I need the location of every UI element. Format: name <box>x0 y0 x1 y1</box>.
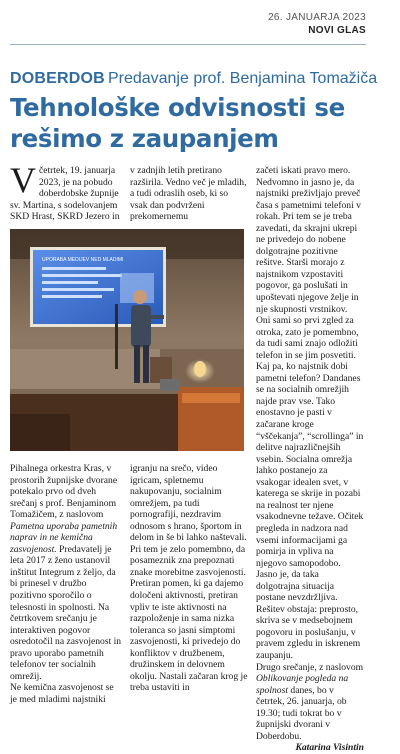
column-2-bottom <box>130 463 248 694</box>
column-2-top-text: v zadnjih letih pretirano razširila. Vedno več je mladih, a tudi odraslih oseb, ki so vsak dan podvrženi prekomernemu <box>130 165 247 223</box>
column-1-text-b: Predavatelj je leta 2017 z ženo ustanovil inštitut Integrum z željo, da bi prinesel v družbo pozitivno sporočilo o telesnosti in spolnosti. Na četrtkovem srečanju je interaktiven pogovor osredotočil na zasvojenost in pravo uporabo pametnih telefonov ter socialnih omrežij. <box>10 543 122 682</box>
lecture-title-1: Pametna uporaba pametnih naprav in ne kemična zasvojenost. <box>10 520 118 555</box>
column-1-text-a: Pihalnega orkestra Kras, v prostorih župnijske dvorane potekalo prvo od dveh srečanj s prof. Benjaminom Tomažičem, z naslovom <box>10 463 118 521</box>
kicker-subtitle: Predavanje prof. Benjamina Tomažiča <box>107 70 378 87</box>
column-3-text: začeti iskati pravo mero. Nedvomno in jasno je, da najstniki preživljajo preveč časa s pametnimi telefoni v rokah. Pri tem se je treba zavedati, da skrajni ukrepi ne privedejo do nobene dolgotrajne pozitivne rešitve. Starši morajo z najstnikom vzpostaviti pogovor, ga poslušati in upoštevati njegove želje in nje skupnosti vrstnikov. Oni sami so prvi zgled za otroka, zato je pomembno, da tudi sami znajo odložiti telefon in se jim posvetiti. Kaj pa, ko najstnik dobi pametni telefon? Dandanes se na socialnih omrežjih najde prav vse. Tako enostavno je pasti v začarane kroge “vščekanja”, “scrollinga” in delitve najrazličnejših vsebin. Socialna omrežja lahko postanejo za vsakogar idealen svet, v katerega se skrije in pozabi na realnost ter njene vsakodnevne težave. Očitek pregleda in nadzora nad vsemi informacijami ga pomirja in vpliva na njegovo samopodobo. Jasno je, da taka dolgotrajna situacija postane nevzdržljiva. Rešitev obstaja: preprosto, skriva se v medsebojnem pogovoru in poslušanju, v pravem zgledu in iskrenem zaupanju. <box>256 165 364 661</box>
newspaper-name: NOVI GLAS <box>308 25 366 36</box>
column-1-top <box>10 160 123 223</box>
column-3-closing <box>256 662 364 743</box>
article-headline <box>10 92 350 154</box>
screen-slide-title: UPORABA MEDIJEV NED MLADIMI <box>42 257 124 263</box>
header-divider <box>10 44 366 45</box>
column-1-bottom <box>10 463 122 705</box>
lecture-photo-image <box>10 229 244 451</box>
column-3-closing-a: Drugo srečanje, z naslovom <box>256 661 364 673</box>
section-label: DOBERDOB <box>10 70 105 87</box>
column-2-top <box>130 165 248 223</box>
lecture-photo <box>10 229 244 451</box>
article-kicker <box>10 70 377 88</box>
drop-cap: V <box>10 160 36 200</box>
issue-date: 26. JANUARJA 2023 <box>268 12 366 23</box>
lecture-title-2: Oblikovanje pogleda na spolnost <box>256 673 349 696</box>
author-byline: Katarina Visintin <box>295 742 364 754</box>
lead-paragraph: četrtek, 19. januarja 2023, je na pobudo doberdobske župnije sv. Martina, s sodelovanjem SKD Hrast, SKRD Jezero in <box>10 165 120 223</box>
column-1-paragraph-2: Ne kemična zasvojenost se je med mladimi najstniki <box>10 682 114 705</box>
column-3 <box>256 165 364 754</box>
column-2-bottom-text: igranju na srečo, video igricam, spletnemu nakupovanju, socialnim omrežjem, pa tudi pornografiji, nezdravim odnosom s hrano, športom in delom in še bi lahko naštevali. Pri tem je zelo pomembno, da posameznik zna prepoznati znake morebitne zasvojenosti. Pretiran pomen, ki ga dajemo določeni aktivnosti, pretiran vpliv te iste aktivnosti na razpoloženje in sama nizka toleranca so jasni simptomi zasvojenosti, ki privedejo do konfliktov v družbenem, družinskem in delovnem okolju. Nastali začaran krog je treba ustaviti in <box>130 463 248 694</box>
headline-line-1: Tehnološke odvisnosti se <box>10 93 345 122</box>
headline-line-2: rešimo z zaupanjem <box>10 124 279 153</box>
column-3-closing-b: danes, bo v četrtek, 26. januarja, ob 19.30; tudi tokrat bo v župnijski dvorani v Doberdobu. <box>256 684 347 742</box>
column-1-paragraph <box>10 463 122 682</box>
